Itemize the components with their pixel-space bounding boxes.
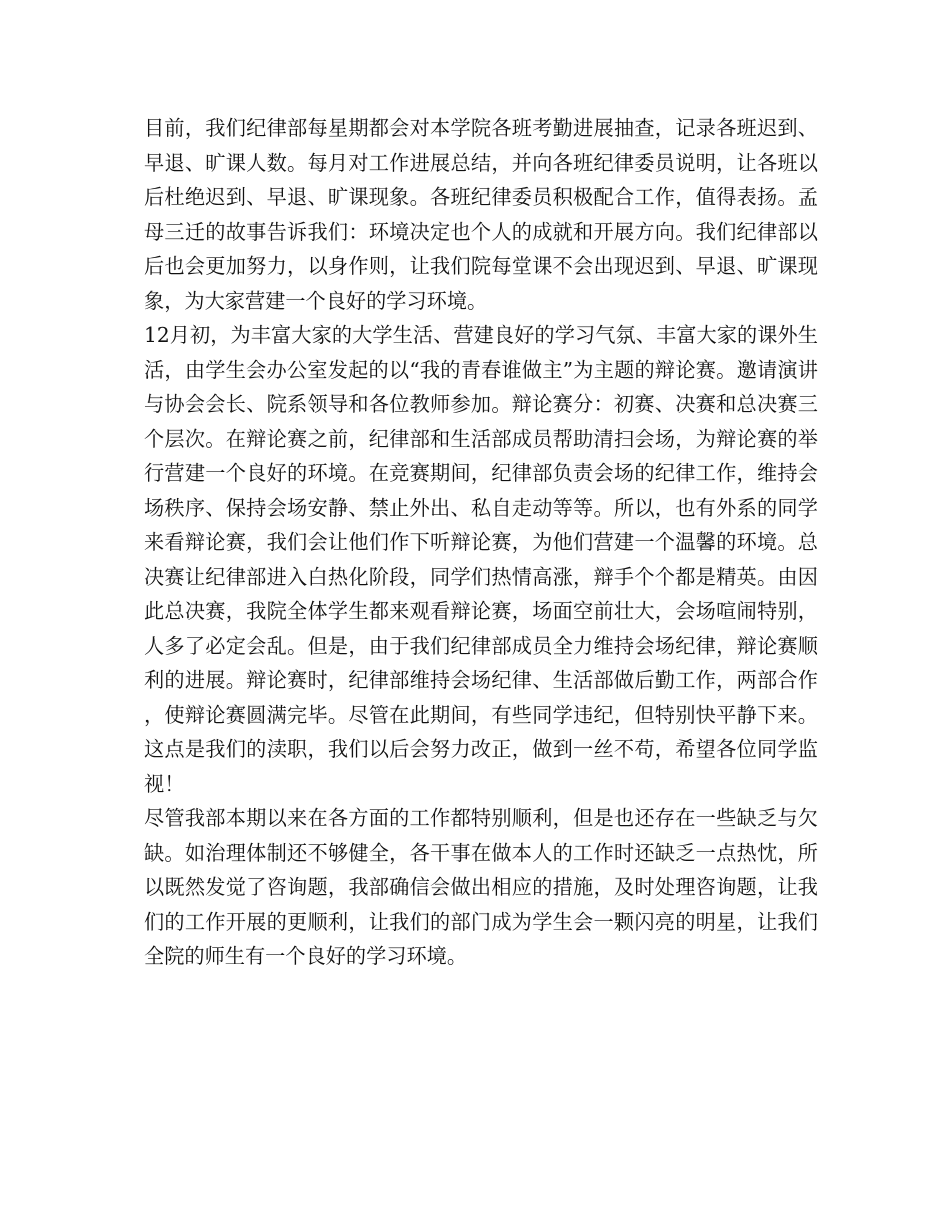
document-page (144, 111, 818, 974)
paragraph-shortcomings: 尽管我部本期以来在各方面的工作都特别顺利，但是也还存在一些缺乏与欠缺。如治理体制还不够健全，各干事在做本人的工作时还缺乏一点热忱，所以既然发觉了咨询题，我部确信会做出相应的措施，及时处理咨询题，让我们的工作开展的更顺利，让我们的部门成为学生会一颗闪亮的明星，让我们全院的师生有一个良好的学习环境。 (144, 806, 818, 968)
paragraph-debate: 12月初，为丰富大家的大学生活、营建良好的学习气氛、丰富大家的课外生活，由学生会办公室发起的以“我的青春谁做主”为主题的辩论赛。邀请演讲与协会会长、院系领导和各位教师参加。辩论赛分：初赛、决赛和总决赛三个层次。在辩论赛之前，纪律部和生活部成员帮助清扫会场，为辩论赛的举行营建一个良好的环境。在竞赛期间，纪律部负责会场的纪律工作，维持会场秩序、保持会场安静、禁止外出、私自走动等等。所以，也有外系的同学来看辩论赛，我们会让他们作下听辩论赛，为他们营建一个温馨的环境。总决赛让纪律部进入白热化阶段，同学们热情高涨，辩手个个都是精英。由因此总决赛，我院全体学生都来观看辩论赛，场面空前壮大，会场喧闹特别，人多了必定会乱。但是，由于我们纪律部成员全力维持会场纪律，辩论赛顺利的进展。辩论赛时，纪律部维持会场纪律、生活部做后勤工作，两部合作，使辩论赛圆满完毕。尽管在此期间，有些同学违纪，但特别快平静下来。这点是我们的渎职，我们以后会努力改正，做到一丝不苟，希望各位同学监视！ (144, 323, 818, 796)
paragraph-attendance: 目前，我们纪律部每星期都会对本学院各班考勤进展抽查，记录各班迟到、早退、旷课人数。每月对工作进展总结，并向各班纪律委员说明，让各班以后杜绝迟到、早退、旷课现象。各班纪律委员积极配合工作，值得表扬。孟母三迁的故事告诉我们：环境决定也个人的成就和开展方向。我们纪律部以后也会更加努力，以身作则，让我们院每堂课不会出现迟到、早退、旷课现象，为大家营建一个良好的学习环境。 (144, 116, 818, 313)
